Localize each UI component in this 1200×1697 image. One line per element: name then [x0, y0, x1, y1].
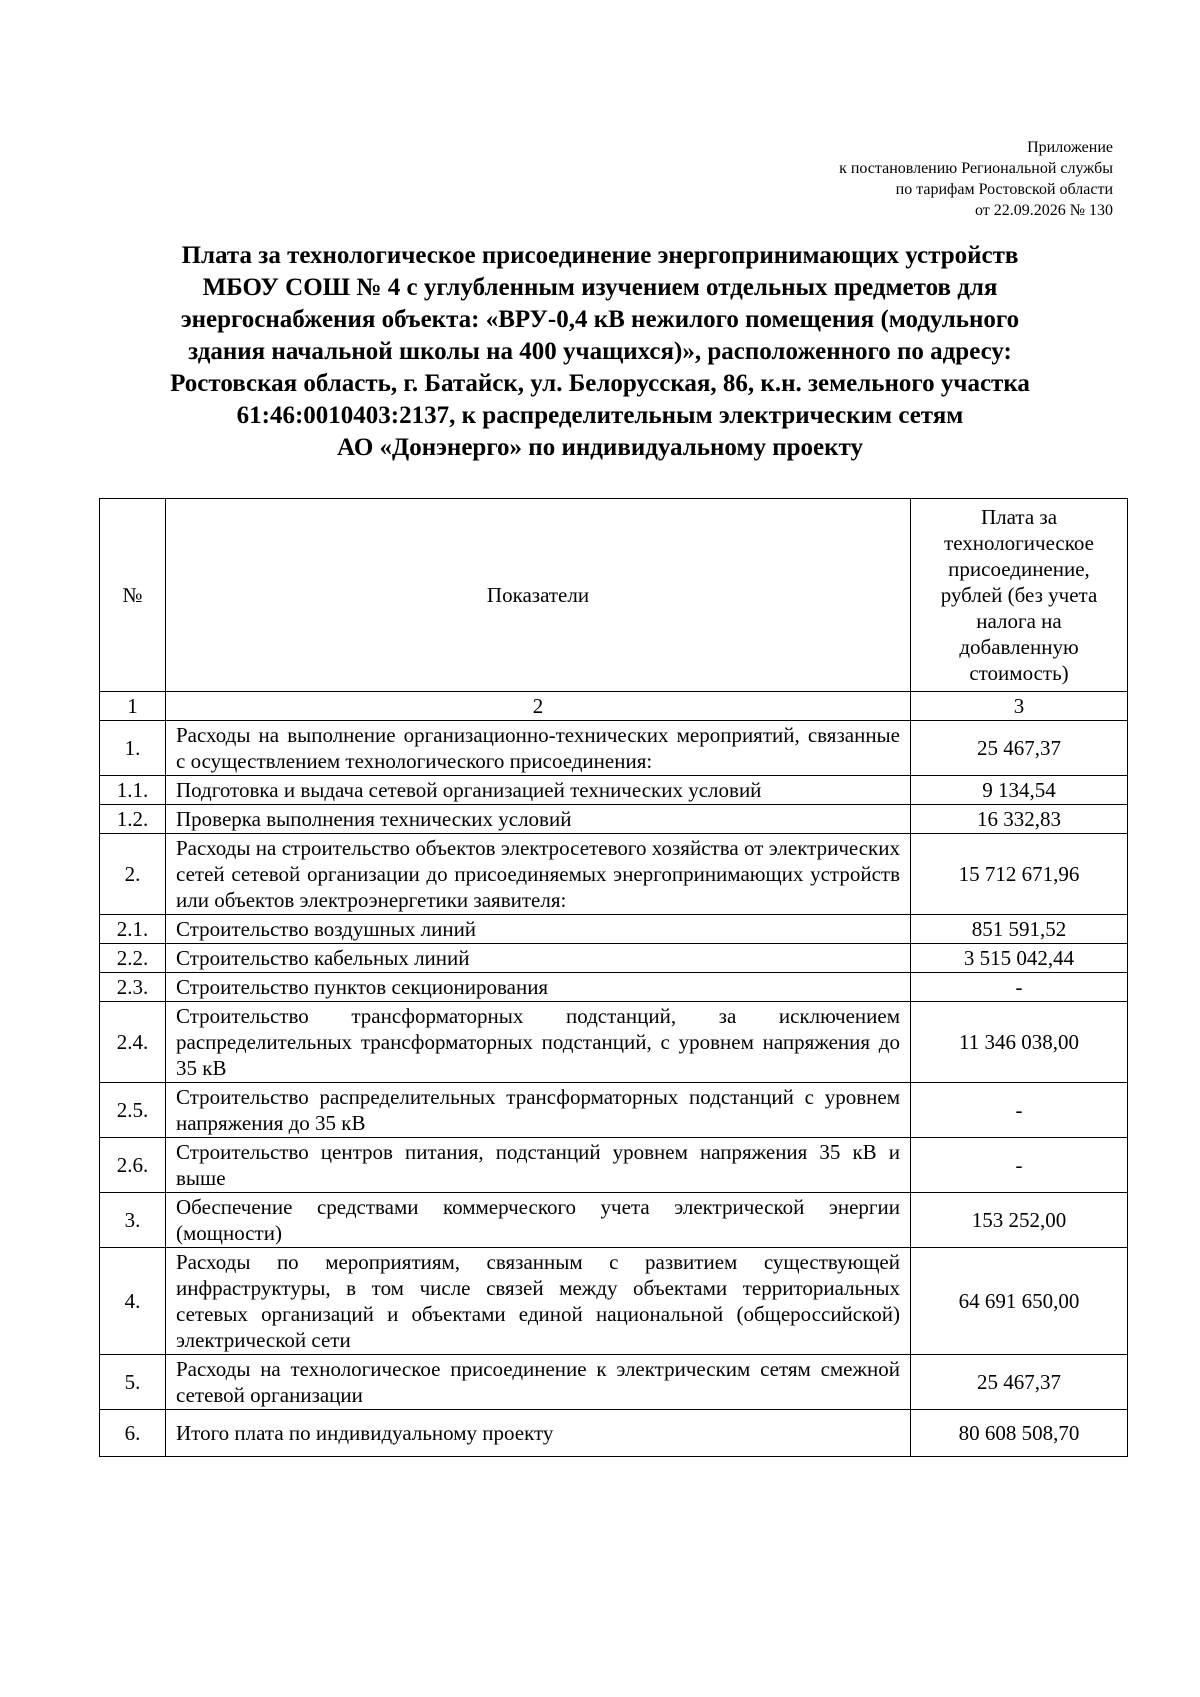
row-value: 25 467,37 — [911, 721, 1128, 776]
column-number-row — [100, 692, 1128, 721]
title-line: Ростовская область, г. Батайск, ул. Белорусская, 86, к.н. земельного участка — [170, 370, 1030, 397]
row-value: - — [911, 1083, 1128, 1138]
table-header-row — [100, 499, 1128, 692]
table-row — [100, 721, 1128, 776]
table-row — [100, 915, 1128, 944]
appendix-header — [839, 137, 1113, 221]
row-label: Обеспечение средствами коммерческого учета электрической энергии (мощности) — [166, 1193, 911, 1248]
row-value: 80 608 508,70 — [911, 1410, 1128, 1457]
row-label: Расходы на выполнение организационно-технических мероприятий, связанные с осуществлением технологического присоединения: — [166, 721, 911, 776]
title-line: Плата за технологическое присоединение энергопринимающих устройств — [181, 242, 1019, 269]
table-row — [100, 1355, 1128, 1410]
row-label: Расходы на технологическое присоединение к электрическим сетям смежной сетевой организации — [166, 1355, 911, 1410]
appendix-line: к постановлению Региональной службы — [839, 160, 1113, 177]
column-number: 1 — [100, 692, 166, 721]
row-label: Расходы по мероприятиям, связанным с развитием существующей инфраструктуры, в том числе связей между объектами территориальных сетевых организаций и объектами единой национальной (общероссийской) электрической сети — [166, 1248, 911, 1355]
row-value: 15 712 671,96 — [911, 834, 1128, 915]
row-num: 4. — [100, 1248, 166, 1355]
row-value: 16 332,83 — [911, 805, 1128, 834]
appendix-line: от 22.09.2026 № 130 — [974, 202, 1113, 219]
title-line: 61:46:0010403:2137, к распределительным электрическим сетям — [236, 402, 964, 429]
table-row — [100, 1138, 1128, 1193]
row-num: 3. — [100, 1193, 166, 1248]
row-value: - — [911, 973, 1128, 1002]
row-label: Расходы на строительство объектов электросетевого хозяйства от электрических сетей сетевой организации до присоединяемых энергопринимающих устройств или объектов электроэнергетики заявителя: — [166, 834, 911, 915]
row-num: 2.4. — [100, 1002, 166, 1083]
table-row — [100, 1248, 1128, 1355]
header-fee: Плата за технологическое присоединение, рублей (без учета налога на добавленную стоимость) — [911, 499, 1128, 692]
row-num: 6. — [100, 1410, 166, 1457]
fee-table — [99, 498, 1128, 1457]
column-number: 2 — [166, 692, 911, 721]
table-row — [100, 944, 1128, 973]
table-row-total — [100, 1410, 1128, 1457]
row-num: 2.2. — [100, 944, 166, 973]
row-value: 64 691 650,00 — [911, 1248, 1128, 1355]
row-value: 11 346 038,00 — [911, 1002, 1128, 1083]
row-num: 1.2. — [100, 805, 166, 834]
appendix-line: по тарифам Ростовской области — [895, 181, 1113, 198]
row-value: 153 252,00 — [911, 1193, 1128, 1248]
row-num: 1.1. — [100, 776, 166, 805]
row-value: 3 515 042,44 — [911, 944, 1128, 973]
table-row — [100, 1002, 1128, 1083]
row-label: Строительство центров питания, подстанций уровнем напряжения 35 кВ и выше — [166, 1138, 911, 1193]
row-value: - — [911, 1138, 1128, 1193]
table-row — [100, 776, 1128, 805]
row-num: 2. — [100, 834, 166, 915]
appendix-line: Приложение — [1027, 139, 1113, 156]
table-row — [100, 834, 1128, 915]
row-num: 2.5. — [100, 1083, 166, 1138]
row-value: 851 591,52 — [911, 915, 1128, 944]
row-label: Строительство трансформаторных подстанций, за исключением распределительных трансформаторных подстанций, с уровнем напряжения до 35 кВ — [166, 1002, 911, 1083]
document-title — [60, 240, 1140, 464]
row-label: Строительство воздушных линий — [166, 915, 911, 944]
row-label: Строительство распределительных трансформаторных подстанций с уровнем напряжения до 35 кВ — [166, 1083, 911, 1138]
row-num: 2.1. — [100, 915, 166, 944]
row-label: Подготовка и выдача сетевой организацией технических условий — [166, 776, 911, 805]
row-label: Строительство пунктов секционирования — [166, 973, 911, 1002]
row-num: 1. — [100, 721, 166, 776]
table-row — [100, 1083, 1128, 1138]
title-line: здания начальной школы на 400 учащихся)», расположенного по адресу: — [188, 338, 1012, 365]
header-num: № — [100, 499, 166, 692]
row-value: 9 134,54 — [911, 776, 1128, 805]
row-value: 25 467,37 — [911, 1355, 1128, 1410]
row-num: 2.6. — [100, 1138, 166, 1193]
title-line: МБОУ СОШ № 4 с углубленным изучением отдельных предметов для — [202, 274, 998, 301]
title-line: энергоснабжения объекта: «ВРУ-0,4 кВ нежилого помещения (модульного — [180, 306, 1020, 333]
row-num: 5. — [100, 1355, 166, 1410]
title-line: АО «Донэнерго» по индивидуальному проекту — [337, 434, 863, 461]
table-row — [100, 973, 1128, 1002]
row-label: Строительство кабельных линий — [166, 944, 911, 973]
table-row — [100, 805, 1128, 834]
row-label: Проверка выполнения технических условий — [166, 805, 911, 834]
header-indicator: Показатели — [166, 499, 911, 692]
row-num: 2.3. — [100, 973, 166, 1002]
row-label: Итого плата по индивидуальному проекту — [166, 1410, 911, 1457]
table-row — [100, 1193, 1128, 1248]
column-number: 3 — [911, 692, 1128, 721]
